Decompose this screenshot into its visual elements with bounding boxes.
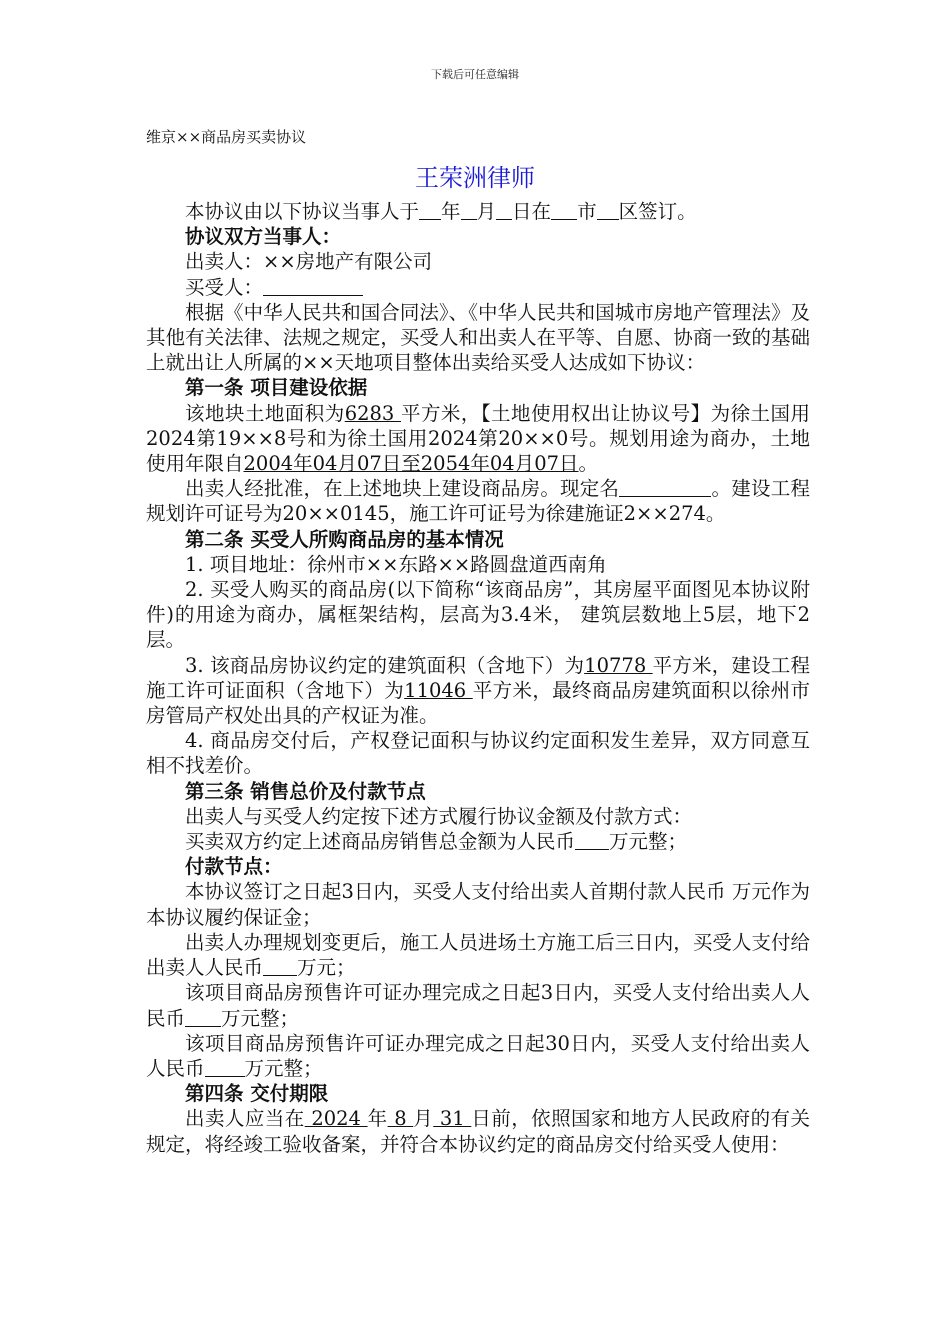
text-run: 万元整； bbox=[244, 1056, 323, 1080]
article-2-item-4: 4. 商品房交付后，产权登记面积与协议约定面积发生差异，双方同意互相不找差价。 bbox=[146, 729, 810, 778]
text-run: 该项目商品房预售许可证办理完成之日起30日内，买受人支付给出卖人人民币 bbox=[146, 1031, 810, 1080]
text-run: 出卖人应当在 bbox=[185, 1107, 305, 1131]
article-3-paragraph-2 bbox=[146, 829, 810, 854]
article-4-heading: 第四条 交付期限 bbox=[185, 1082, 329, 1106]
land-use-period: 2004年04月07日至2054年04月07日 bbox=[243, 452, 579, 476]
article-3-paragraph-5 bbox=[146, 980, 810, 1030]
text-run: 万元； bbox=[297, 956, 356, 980]
text-run: 该项目商品房预售许可证办理完成之日起3日内，买受人支付给出卖人人民币 bbox=[146, 981, 810, 1030]
text-run: 平方米，建设工程施工许可证面积（含地下）为 bbox=[146, 653, 810, 702]
article-1-heading: 第一条 项目建设依据 bbox=[185, 376, 368, 400]
text-run: 3. 该商品房协议约定的建筑面积（含地下）为 bbox=[185, 653, 585, 677]
payment-2-blank bbox=[263, 957, 297, 976]
article-3-paragraph-6 bbox=[146, 1031, 810, 1081]
building-area-value: 10778 bbox=[584, 653, 653, 677]
intro-paragraph bbox=[146, 199, 810, 224]
land-area-value: 6283 bbox=[344, 401, 401, 425]
day-blank bbox=[496, 201, 512, 220]
text-run: 月 bbox=[413, 1107, 434, 1131]
district-blank bbox=[597, 201, 619, 220]
month-blank bbox=[461, 201, 477, 220]
delivery-year: 2024 bbox=[304, 1107, 368, 1131]
article-3-heading: 第三条 销售总价及付款节点 bbox=[185, 779, 426, 803]
payment-4-blank bbox=[205, 1058, 245, 1077]
article-2-item-2: 2. 买受人购买的商品房(以下简称“该商品房”，其房屋平面图见本协议附件)的用途为商办，属框架结构，层高为3.4米， 建筑层数地上5层，地下2层。 bbox=[146, 578, 810, 652]
preamble-paragraph: 根据《中华人民共和国合同法》、《中华人民共和国城市房地产管理法》及其他有关法律、法规之规定，买受人和出卖人在平等、自愿、协商一致的基础上就出让人所属的××天地项目整体出卖给买受人达成如下协议： bbox=[146, 300, 810, 375]
text-run: 。 bbox=[578, 452, 599, 476]
article-1-paragraph-2 bbox=[146, 476, 810, 526]
article-3-paragraph-3: 本协议签订之日起3日内，买受人支付给出卖人首期付款人民币 万元作为本协议履约保证金； bbox=[146, 880, 810, 929]
year-blank bbox=[419, 201, 441, 220]
intro-text: 月 bbox=[476, 200, 497, 223]
project-name-blank bbox=[619, 478, 711, 497]
text-run: 。建设工程规划许可证号为20××0145，施工许可证号为徐建施证2××274。 bbox=[146, 477, 810, 526]
article-2-heading: 第二条 买受人所购商品房的基本情况 bbox=[185, 527, 504, 551]
text-run: 该地块土地面积为 bbox=[185, 401, 345, 425]
buyer-blank bbox=[263, 277, 363, 296]
document-body bbox=[146, 199, 810, 1157]
buyer-line bbox=[146, 275, 810, 300]
article-3-paragraph-4 bbox=[146, 930, 810, 980]
intro-text: 年 bbox=[441, 200, 461, 223]
document-title: 维京××商品房买卖协议 bbox=[146, 128, 307, 146]
article-2-item-1: 1. 项目地址：徐州市××东路××路圆盘道西南角 bbox=[185, 552, 607, 576]
text-run: 出卖人办理规划变更后，施工人员进场土方施工后三日内，买受人支付给出卖人人民币 bbox=[146, 930, 810, 980]
text-run: 平方米，【土地使用权出让协议号】为徐土国用2024第19××8号和为徐土国用2024第20××0号。规划用途为商办，土地使用年限自 bbox=[146, 401, 810, 476]
text-run: 万元整； bbox=[221, 1006, 300, 1030]
text-run: 平方米，最终商品房建筑面积以徐州市房管局产权处出具的产权证为准。 bbox=[146, 678, 810, 728]
intro-text: 市 bbox=[577, 200, 597, 223]
seller-line: 出卖人：××房地产有限公司 bbox=[185, 250, 433, 274]
text-run: 年 bbox=[367, 1107, 388, 1131]
article-3-paragraph-1: 出卖人与买受人约定按下述方式履行协议金额及付款方式： bbox=[185, 804, 693, 828]
intro-text: 区签订。 bbox=[618, 200, 697, 223]
delivery-day: 31 bbox=[433, 1107, 472, 1131]
intro-text: 本协议由以下协议当事人于 bbox=[185, 200, 420, 223]
text-run: 万元整； bbox=[609, 830, 688, 854]
text-run: 出卖人经批准，在上述地块上建设商品房。现定名 bbox=[185, 477, 620, 501]
delivery-month: 8 bbox=[387, 1107, 414, 1131]
text-run: 买卖双方约定上述商品房销售总金额为人民币 bbox=[185, 830, 576, 854]
page-header: 下载后可任意编辑 bbox=[431, 68, 519, 81]
article-4-paragraph-1 bbox=[146, 1106, 810, 1156]
payment-3-blank bbox=[185, 1008, 221, 1027]
intro-text: 日在 bbox=[512, 200, 552, 223]
total-price-blank bbox=[575, 831, 609, 850]
article-2-item-3 bbox=[146, 653, 810, 729]
parties-heading: 协议双方当事人： bbox=[185, 225, 342, 249]
text-run: 日前，依照国家和地方人民政府的有关规定，将经竣工验收备案，并符合本协议约定的商品房交付给买受人使用： bbox=[146, 1107, 810, 1156]
city-blank bbox=[551, 201, 577, 220]
permit-area-value: 11046 bbox=[404, 678, 473, 702]
article-1-paragraph-1 bbox=[146, 401, 810, 477]
payment-nodes-heading: 付款节点： bbox=[185, 855, 283, 879]
buyer-label: 买受人： bbox=[185, 275, 264, 299]
author-name: 王荣洲律师 bbox=[415, 165, 535, 192]
